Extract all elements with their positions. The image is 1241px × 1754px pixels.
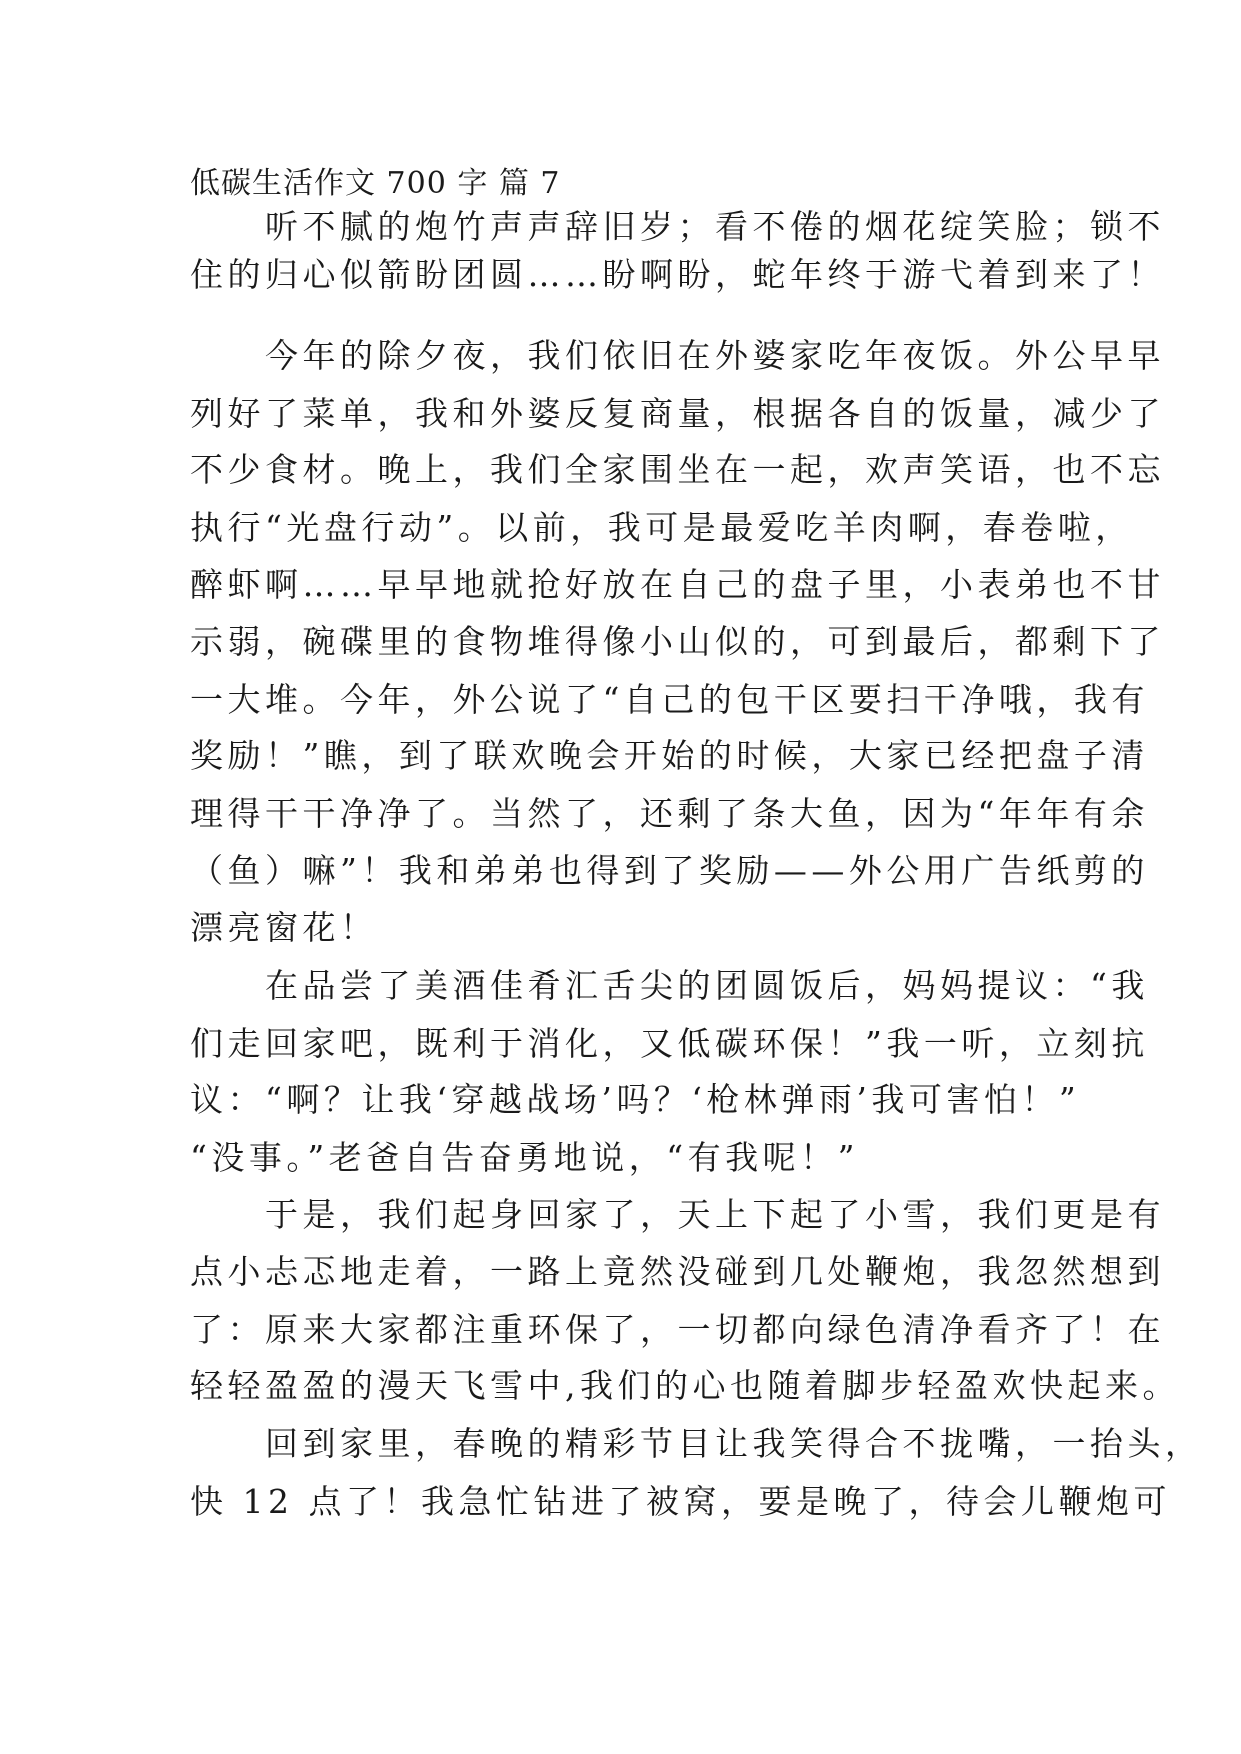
text-line: 住的归心似箭盼团圆……盼啊盼，蛇年终于游弋着到来了！ bbox=[190, 255, 1165, 294]
text-line: “没事。”老爸自告奋勇地说，“有我呢！” bbox=[190, 1138, 859, 1177]
text-line: 示弱，碗碟里的食物堆得像小山似的，可到最后，都剩下了 bbox=[190, 622, 1165, 661]
text-line: 们走回家吧，既利于消化，又低碳环保！”我一听，立刻抗 bbox=[190, 1024, 1149, 1063]
text-line: 了：原来大家都注重环保了，一切都向绿色清净看齐了！在 bbox=[190, 1310, 1165, 1349]
text-line: 不少食材。晚上，我们全家围坐在一起，欢声笑语，也不忘 bbox=[190, 450, 1165, 489]
document-title: 低碳生活作文 700 字 篇 7 bbox=[190, 166, 561, 201]
text-line: 轻轻盈盈的漫天飞雪中,我们的心也随着脚步轻盈欢快起来。 bbox=[190, 1366, 1180, 1405]
text-line: 回到家里，春晚的精彩节目让我笑得合不拢嘴，一抬头， bbox=[190, 1424, 1203, 1463]
text-line: 奖励！”瞧，到了联欢晚会开始的时候，大家已经把盘子清 bbox=[190, 736, 1149, 775]
text-line: 执行“光盘行动”。以前，我可是最爱吃羊肉啊，春卷啦， bbox=[190, 508, 1133, 547]
text-line: 快 12 点了！我急忙钻进了被窝，要是晚了，待会儿鞭炮可 bbox=[190, 1482, 1171, 1521]
text-line: 点小忐忑地走着，一路上竟然没碰到几处鞭炮，我忽然想到 bbox=[190, 1252, 1165, 1291]
text-line: 一大堆。今年，外公说了“自己的包干区要扫干净哦，我有 bbox=[190, 680, 1149, 719]
text-line: 今年的除夕夜，我们依旧在外婆家吃年夜饭。外公早早 bbox=[190, 336, 1165, 375]
text-line: （鱼）嘛”！我和弟弟也得到了奖励——外公用广告纸剪的 bbox=[190, 851, 1149, 890]
text-line: 于是，我们起身回家了，天上下起了小雪，我们更是有 bbox=[190, 1195, 1165, 1234]
text-line: 议：“啊？让我‘穿越战场’吗？‘枪林弹雨’我可害怕！” bbox=[190, 1080, 1081, 1119]
text-line: 理得干干净净了。当然了，还剩了条大鱼，因为“年年有余 bbox=[190, 794, 1149, 833]
text-line: 列好了菜单，我和外婆反复商量，根据各自的饭量，减少了 bbox=[190, 394, 1165, 433]
text-line: 漂亮窗花！ bbox=[190, 908, 378, 947]
text-line: 醉虾啊……早早地就抢好放在自己的盘子里，小表弟也不甘 bbox=[190, 565, 1165, 604]
text-line: 听不腻的炮竹声声辞旧岁；看不倦的烟花绽笑脸；锁不 bbox=[190, 207, 1165, 246]
text-line: 在品尝了美酒佳肴汇舌尖的团圆饭后，妈妈提议：“我 bbox=[190, 966, 1149, 1005]
